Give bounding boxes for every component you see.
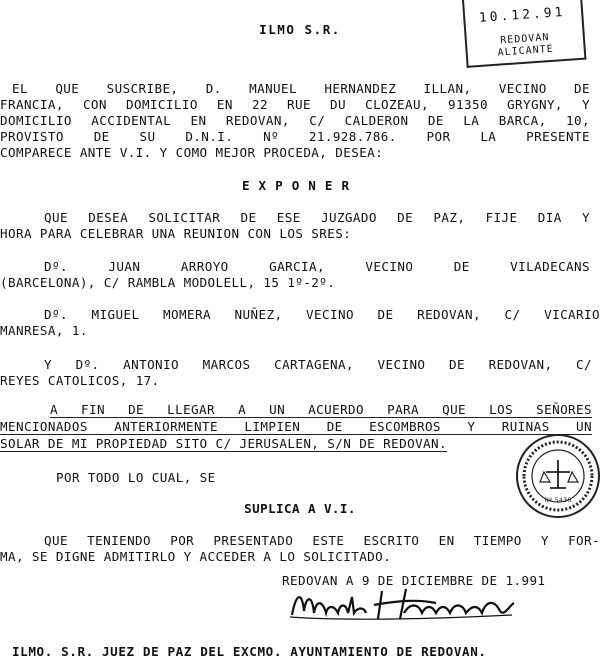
person2-line: Dº. MIGUEL MOMERA NUÑEZ, VECINO DE REDOVAN, C/ VICARIO	[44, 307, 600, 322]
signature	[286, 585, 516, 625]
suplica-line: QUE TENIENDO POR PRESENTADO ESTE ESCRITO EN TIEMPO Y FOR-	[44, 533, 600, 548]
intro-line: PROVISTO DE SU D.N.I. Nº 21.928.786. POR LA PRESENTE	[0, 129, 590, 144]
intro-line: EL QUE SUSCRIBE, D. MANUEL HERNANDEZ ILLAN, VECINO DE	[12, 81, 590, 96]
intro-line: COMPARECE ANTE V.I. Y COMO MEJOR PROCEDA, DESEA:	[0, 145, 384, 160]
request-line: QUE DESEA SOLICITAR DE ESE JUZGADO DE PAZ, FIJE DIA Y	[44, 210, 590, 225]
association-seal	[514, 432, 600, 520]
exponer-heading: EXPONER	[241, 178, 359, 193]
svg-text:Nº 5436: Nº 5436	[544, 497, 572, 504]
stamp-name-line1: REDOVAN	[499, 32, 550, 47]
intro-line: FRANCIA, CON DOMICILIO EN 22 RUE DU CLOZEAU, 91350 GRYGNY, Y	[0, 97, 590, 112]
purpose-line: A FIN DE LLEGAR A UN ACUERDO PARA QUE LOS SEÑORES	[50, 402, 592, 417]
person1-line: Dº. JUAN ARROYO GARCIA, VECINO DE VILADECANS	[44, 259, 590, 274]
stamp-name-line2: ALICANTE	[497, 43, 555, 59]
date-line: REDOVAN A 9 DE DICIEMBRE DE 1.991	[282, 573, 546, 588]
purpose-line: MENCIONADOS ANTERIORMENTE LIMPIEN DE ESCOMBROS Y RUINAS UN	[0, 419, 592, 434]
person3-line: Y Dº. ANTONIO MARCOS CARTAGENA, VECINO DE REDOVAN, C/	[44, 357, 592, 372]
intro-line: DOMICILIO ACCIDENTAL EN REDOVAN, C/ CALDERON DE LA BARCA, 10,	[0, 113, 590, 128]
person1-line: (BARCELONA), C/ RAMBLA MODOLELL, 15 1º-2º.	[0, 275, 336, 290]
suplica-line: MA, SE DIGNE ADMITIRLO Y ACCEDER A LO SOLICITADO.	[0, 549, 392, 564]
stamp-code: 10.12.91	[478, 4, 566, 26]
document-heading: ILMO S.R.	[259, 22, 341, 37]
addressee-footer: ILMO. S.R. JUEZ DE PAZ DEL EXCMO. AYUNTAMIENTO DE REDOVAN.	[12, 644, 487, 659]
closing-line: POR TODO LO CUAL, SE	[56, 470, 216, 485]
person2-line: MANRESA, 1.	[0, 323, 88, 338]
person3-line: REYES CATOLICOS, 17.	[0, 373, 160, 388]
purpose-line: SOLAR DE MI PROPIEDAD SITO C/ JERUSALEN, S/N DE REDOVAN.	[0, 436, 447, 451]
request-line: HORA PARA CELEBRAR UNA REUNION CON LOS SRES:	[0, 226, 352, 241]
suplica-heading: SUPLICA A V.I.	[244, 501, 356, 516]
